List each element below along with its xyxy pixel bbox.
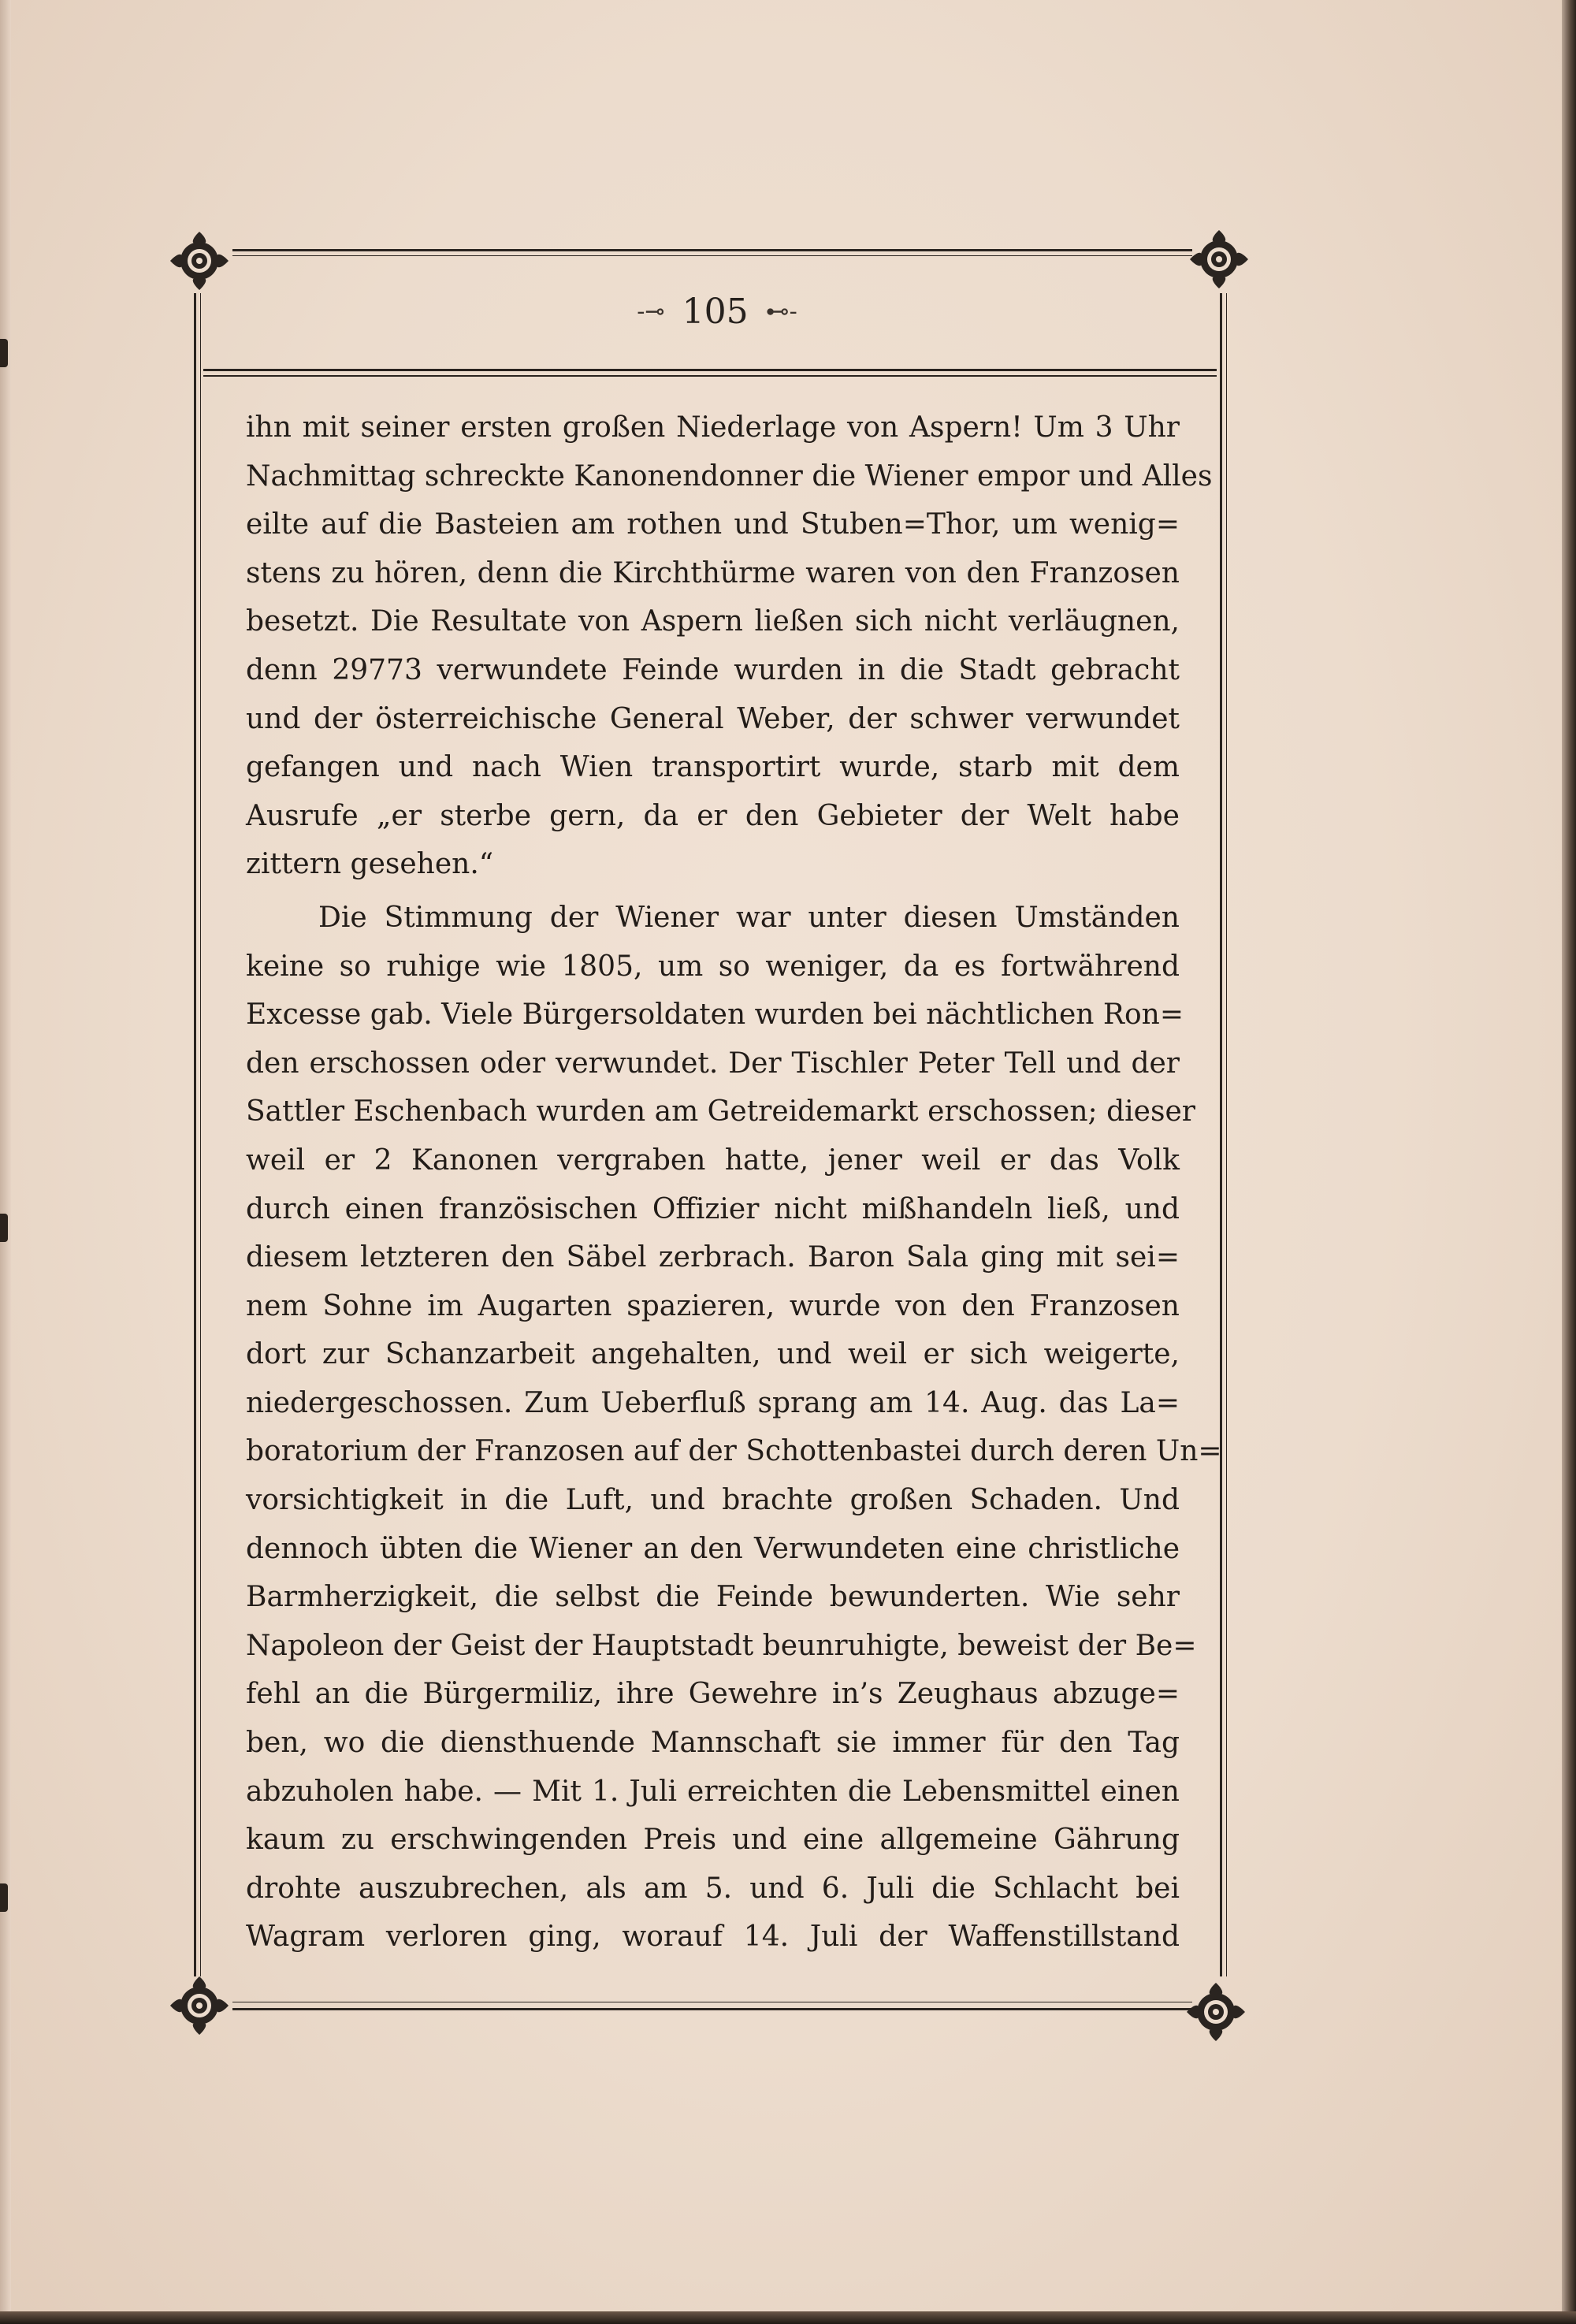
text-line: Napoleon der Geist der Hauptstadt beunruhigte, beweist der Be=: [246, 1629, 1197, 1662]
binding-thread: [0, 1214, 8, 1242]
text-line: vorsichtigkeit in die Luft, und brachte großen Schaden. Und: [246, 1484, 1180, 1517]
text-line: dort zur Schanzarbeit angehalten, und weil er sich weigerte,: [246, 1338, 1180, 1371]
text-line: denn 29773 verwundete Feinde wurden in die Stadt gebracht: [246, 653, 1180, 686]
text-line: Nachmittag schreckte Kanonendonner die Wiener empor und Alles: [246, 459, 1213, 493]
corner-rosette-ornament-bottom-right: [1185, 1981, 1247, 2043]
page-number: 105: [682, 291, 749, 332]
binding-thread: [0, 339, 8, 367]
paragraph-2: [246, 894, 1222, 1961]
text-line: durch einen französischen Offizier nicht mißhandeln ließ, und: [246, 1192, 1180, 1225]
corner-rosette-ornament-bottom-left: [169, 1975, 230, 2036]
frame-top-line-inner: [232, 255, 1192, 256]
frame-top-line-outer: [232, 249, 1192, 251]
flourish-right-ornament: ⊷-: [765, 297, 797, 325]
text-line: ihn mit seiner ersten großen Niederlage von Aspern! Um 3 Uhr: [246, 411, 1180, 444]
header-rule-upper: [203, 369, 1217, 371]
body-text: [246, 403, 1222, 1961]
text-line: Die Stimmung der Wiener war unter diesen Umständen: [318, 901, 1180, 934]
flourish-left-ornament: -⊸: [637, 297, 665, 325]
corner-rosette-ornament-top-right: [1188, 229, 1250, 290]
text-line: Ausrufe „er sterbe gern, da er den Gebieter der Welt habe: [246, 799, 1180, 832]
text-line: Wagram verloren ging, worauf 14. Juli der Waffenstillstand: [246, 1921, 1180, 1954]
frame-right-line-outer: [1220, 293, 1222, 1976]
text-line: Barmherzigkeit, die selbst die Feinde bewunderten. Wie sehr: [246, 1581, 1180, 1614]
frame-right-line-inner: [1226, 293, 1227, 1976]
text-line: diesem letzteren den Säbel zerbrach. Baron Sala ging mit sei=: [246, 1241, 1180, 1274]
text-line: fehl an die Bürgermiliz, ihre Gewehre in’s Zeughaus abzuge=: [246, 1678, 1180, 1711]
text-line: boratorium der Franzosen auf der Schottenbastei durch deren Un=: [246, 1435, 1222, 1468]
text-line: und der österreichische General Weber, der schwer verwundet: [246, 702, 1180, 735]
frame-left-line-outer: [194, 293, 196, 1976]
text-line: stens zu hören, denn die Kirchthürme waren von den Franzosen: [246, 556, 1180, 589]
frame-bottom-line-outer: [232, 2008, 1192, 2010]
text-line: Excesse gab. Viele Bürgersoldaten wurden bei nächtlichen Ron=: [246, 998, 1184, 1032]
paragraph-1: [246, 403, 1213, 889]
binding-thread: [0, 1883, 8, 1912]
text-line: weil er 2 Kanonen vergraben hatte, jener weil er das Volk: [246, 1143, 1180, 1177]
text-line: dennoch übten die Wiener an den Verwundeten eine christliche: [246, 1532, 1180, 1565]
page-right-edge: [1562, 0, 1576, 2324]
corner-rosette-ornament-top-left: [169, 230, 230, 292]
header-rule-lower: [203, 375, 1217, 377]
text-line: gefangen und nach Wien transportirt wurde, starb mit dem: [246, 751, 1180, 784]
text-line: den erschossen oder verwundet. Der Tischler Peter Tell und der: [246, 1047, 1180, 1080]
text-line: abzuholen habe. — Mit 1. Juli erreichten die Lebensmittel einen: [246, 1775, 1180, 1808]
text-line: kaum zu erschwingenden Preis und eine allgemeine Gährung: [246, 1824, 1180, 1857]
text-line: zittern gesehen.“: [246, 848, 494, 881]
frame-left-line-inner: [200, 293, 201, 1976]
text-line: eilte auf die Basteien am rothen und Stuben=Thor, um wenig=: [246, 508, 1180, 541]
text-line: keine so ruhige wie 1805, um so weniger, da es fortwährend: [246, 950, 1180, 983]
text-line: ben, wo die diensthuende Mannschaft sie immer für den Tag: [246, 1727, 1180, 1760]
text-line: drohte auszubrechen, als am 5. und 6. Juli die Schlacht bei: [246, 1872, 1180, 1905]
text-line: besetzt. Die Resultate von Aspern ließen sich nicht verläugnen,: [246, 605, 1180, 638]
page-header: [552, 284, 883, 339]
page-bottom-edge: [0, 2311, 1576, 2324]
text-line: niedergeschossen. Zum Ueberfluß sprang am 14. Aug. das La=: [246, 1386, 1180, 1419]
text-line: nem Sohne im Augarten spazieren, wurde von den Franzosen: [246, 1289, 1180, 1322]
text-line: Sattler Eschenbach wurden am Getreidemarkt erschossen; dieser: [246, 1095, 1195, 1129]
